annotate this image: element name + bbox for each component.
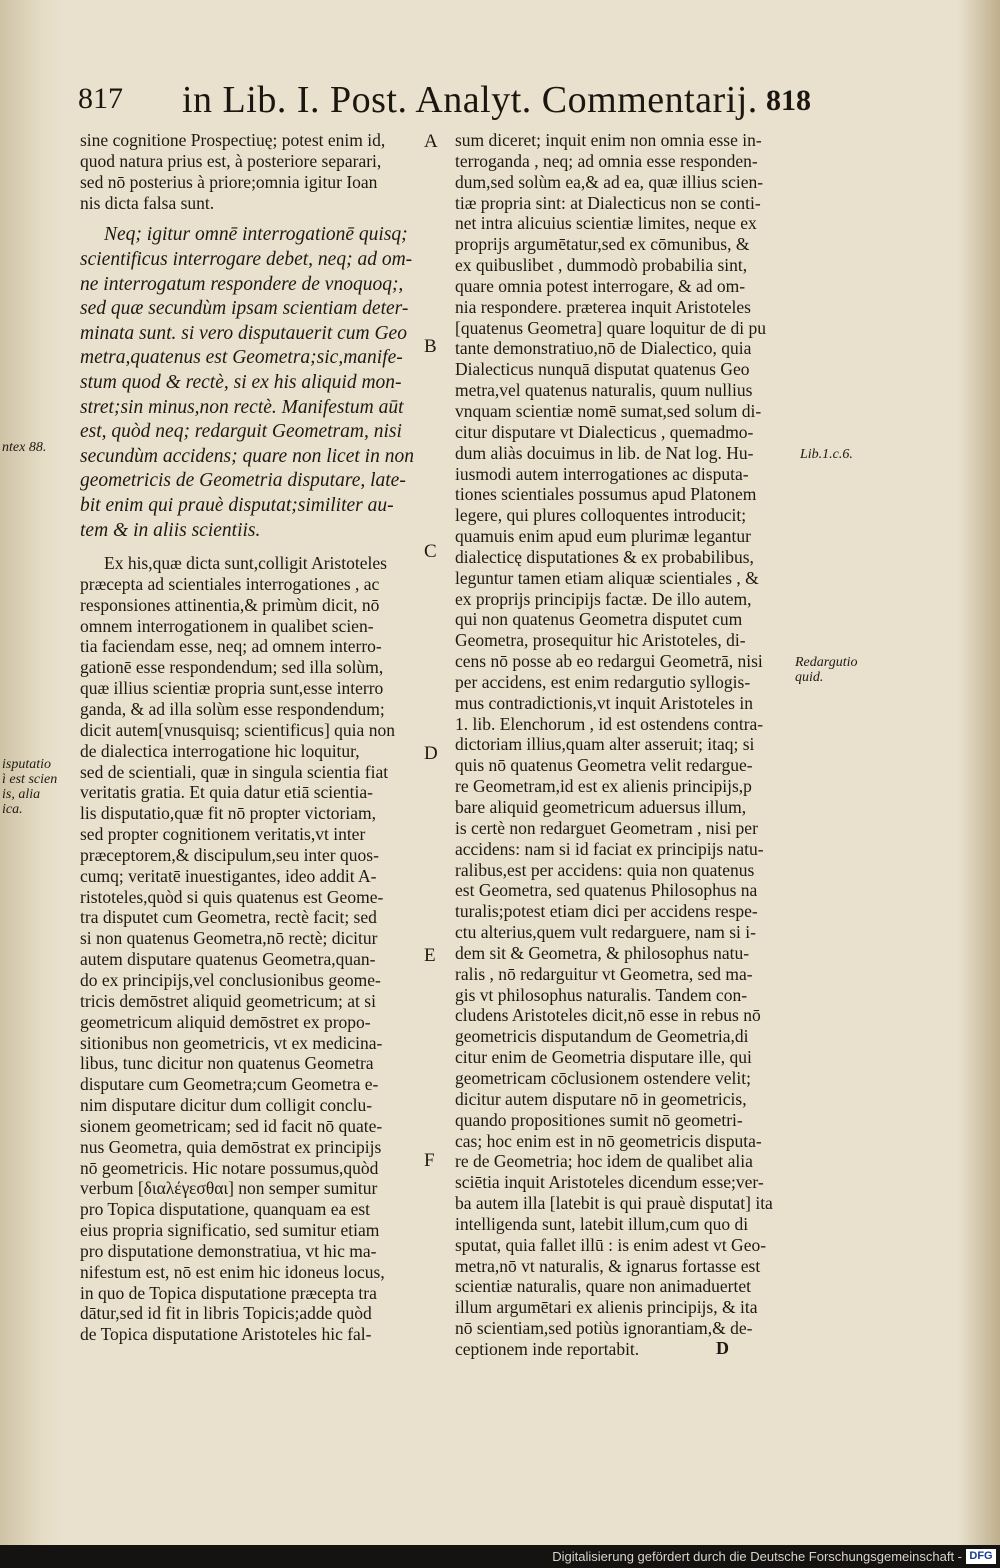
text-line: cludens Aristoteles dicit,nō esse in rebus nō: [455, 1005, 761, 1026]
section-letter-f: F: [424, 1150, 435, 1171]
text-line: is certè non redarguet Geometram , nisi per: [455, 817, 758, 838]
text-line: intelligenda sunt, latebit illum,cum quo di: [455, 1213, 749, 1234]
text-line: ralis , nō redarguitur vt Geometra, sed ma-: [455, 963, 753, 984]
text-line: omnem interrogationem in qualibet scien-: [80, 615, 374, 636]
text-line: minata sunt. si vero disputauerit cum Geo: [80, 322, 407, 344]
text-line: geometricis de Geometria disputare, late-: [80, 470, 406, 492]
text-line: do ex principijs,vel conclusionibus geome-: [80, 969, 381, 990]
text-line: dicit autem[vnusquisq; scientificus] quia non: [80, 719, 395, 740]
text-line: est, quòd neq; redarguit Geometram, nisi: [80, 421, 402, 443]
margin-note-line: isputatio: [2, 757, 52, 772]
margin-note-line: is, alia: [2, 787, 41, 802]
text-line: tiæ propria sint: at Dialecticus non se conti-: [455, 192, 761, 213]
text-line: ba autem illa [latebit is qui prauè disputat] ita: [455, 1193, 773, 1214]
text-line: tricis demōstret aliquid geometricum; at si: [80, 990, 376, 1011]
text-line: ne interrogatum respondere de vnoquoq;,: [80, 273, 404, 295]
text-line: quæ illius scientiæ propria sunt,esse interro: [80, 678, 384, 699]
margin-note-line: ì est scien: [2, 772, 58, 787]
paragraph-gap: [80, 213, 425, 223]
margin-note-left-1: ntex 88.: [2, 440, 47, 455]
text-line: cas; hoc enim est in nō geometricis disputa-: [455, 1130, 762, 1151]
text-line: sed quæ secundùm ipsam scientiam deter-: [80, 298, 409, 320]
text-line: secundùm accidens; quare non licet in non: [80, 445, 414, 467]
text-line: stret;sin minus,non rectè. Manifestum aūt: [80, 396, 404, 418]
text-line: ex quibuslibet , dummodò probabilia sint,: [455, 255, 748, 276]
funding-credit: Digitalisierung gefördert durch die Deutsche Forschungsgemeinschaft -: [552, 1549, 962, 1564]
text-line: mus contradictionis,vt inquit Aristoteles in: [455, 692, 753, 713]
text-line: verbum [διαλέγεσθαι] non semper sumitur: [80, 1178, 378, 1199]
text-line: proprijs argumētatur,sed ex cōmunibus, &: [455, 234, 750, 255]
text-line: ex proprijs principijs factæ. De illo autem,: [455, 588, 752, 609]
text-line: [quatenus Geometra] quare loquitur de di pu: [455, 317, 767, 338]
text-line: geometricum aliquid demōstret ex propo-: [80, 1011, 371, 1032]
margin-note-line: quid.: [795, 670, 824, 685]
running-title: in Lib. I. Post. Analyt. Commentarij.: [182, 79, 758, 121]
text-line: sputat, quia fallet illū : is enim adest vt Geo-: [455, 1234, 767, 1255]
text-line: nō scientiam,sed potiùs ignorantiam,& de-: [455, 1318, 753, 1339]
text-line: ristoteles,quòd si quis quatenus est Geome-: [80, 886, 384, 907]
text-line: tia faciendam esse, neq; ad omnem interro-: [80, 636, 382, 657]
text-line: leguntur tamen etiam aliquæ scientiales , &: [455, 567, 759, 588]
text-line: scientiæ naturalis, quare non animaduertet: [455, 1276, 751, 1297]
text-line: turalis;potest etiam dici per accidens respe-: [455, 901, 758, 922]
text-line: responsiones attinentia,& primùm dicit, nō: [80, 594, 380, 615]
text-line: terroganda , neq; ad omnia esse responden-: [455, 150, 758, 171]
margin-note-line: ica.: [2, 802, 23, 817]
text-line: quando propositiones sumit nō geometri-: [455, 1109, 743, 1130]
text-line: citur disputare vt Dialecticus , quemadmo-: [455, 421, 754, 442]
text-line: si non quatenus Geometra,nō rectè; dicitur: [80, 928, 378, 949]
text-line: sed propter cognitionem veritatis,vt inter: [80, 824, 366, 845]
text-line: legere, qui plures colloquentes introducit;: [455, 505, 747, 526]
text-line: gationē esse respondendum; sed illa solùm,: [80, 657, 384, 678]
text-line: nō geometricis. Hic notare possumus,quòd: [80, 1157, 379, 1178]
text-line: tra disputet cum Geometra, rectè facit; sed: [80, 907, 377, 928]
paragraph-gap: [80, 543, 425, 553]
text-line: per accidens, est enim redargutio syllogis-: [455, 671, 751, 692]
text-line: cens nō posse ab eo redargui Geometrā, nisi: [455, 651, 763, 672]
text-line: scientificus interrogare debet, neq; ad om-: [80, 248, 413, 270]
section-letter-a: A: [424, 131, 438, 152]
text-line: quod natura prius est, à posteriore separari,: [80, 150, 382, 171]
text-line: net intra alicuius scientiæ limites, neque ex: [455, 213, 757, 234]
text-line: dātur,sed id fit in libris Topicis;adde quòd: [80, 1303, 372, 1324]
text-line: iusmodi autem interrogationes ac disputa-: [455, 463, 749, 484]
text-line: autem disputare quatenus Geometra,quan-: [80, 949, 376, 970]
catchword: D: [716, 1338, 729, 1358]
text-line: ceptionem inde reportabit.: [455, 1338, 640, 1359]
text-line: sum diceret; inquit enim non omnia esse in-: [455, 130, 762, 150]
text-line: lis disputatio,quæ fit nō propter victoriam,: [80, 803, 377, 824]
text-line: cumq; veritatē inuestigantes, ideo addit A-: [80, 865, 377, 886]
text-line: tem & in aliis scientiis.: [80, 519, 261, 541]
section-letter-c: C: [424, 541, 437, 562]
text-line: Dialecticus nunquā disputat quatenus Geo: [455, 359, 750, 380]
text-line: nifestum est, nō est enim hic idoneus locus,: [80, 1261, 385, 1282]
text-line: dictoriam illius,quam alter asseruit; itaq; si: [455, 734, 755, 755]
text-line: sed nō posterius à priore;omnia igitur Ioan: [80, 171, 378, 192]
text-line: citur enim de Geometria disputare ille, qui: [455, 1047, 752, 1068]
text-line: dum aliàs docuimus in lib. de Nat log. Hu-: [455, 442, 754, 463]
running-head: [70, 78, 830, 128]
text-line: metra,quatenus est Geometra;sic,manife-: [80, 347, 403, 369]
section-letter-d: D: [424, 743, 438, 764]
text-line: præcepta ad scientiales interrogationes , ac: [80, 573, 380, 594]
right-page-number: 818: [766, 84, 811, 117]
margin-note-right-2: [795, 655, 857, 685]
text-line: stum quod & rectè, si ex his aliquid mon-: [80, 371, 402, 393]
text-line: pro disputatione demonstratiua, vt hic ma-: [80, 1240, 377, 1261]
text-line: præceptorem,& discipulum,seu inter quos-: [80, 844, 379, 865]
footer-bar: [0, 1545, 1000, 1568]
text-line: Geometra, prosequitur hic Aristoteles, di-: [455, 630, 746, 651]
text-line: in quo de Topica disputatione præcepta tra: [80, 1282, 377, 1303]
text-line: nus Geometra, quia demōstrat ex principijs: [80, 1136, 382, 1157]
text-line: sed de scientiali, quæ in singula scientia fiat: [80, 761, 389, 782]
text-line: dicitur autem disputare nō in geometricis,: [455, 1088, 747, 1109]
text-line: geometricis disputandum de Geometria,di: [455, 1026, 749, 1047]
dfg-logo: DFG: [966, 1549, 996, 1564]
margin-note-line: Redargutio: [795, 655, 858, 670]
text-line: bare aliquid geometricum aduersus illum,: [455, 797, 747, 817]
text-line: vnquam scientiæ nomē sumat,sed solum di-: [455, 400, 762, 421]
text-line: quis nō quatenus Geometra velit redargue-: [455, 755, 753, 776]
text-line: nia respondere. præterea inquit Aristoteles: [455, 296, 751, 317]
text-line: accidens: nam si id faciat ex principijs natu-: [455, 838, 764, 859]
text-line: est Geometra, sed quatenus Philosophus na: [455, 880, 758, 901]
text-line: bit enim qui prauè disputat;similiter au-: [80, 494, 394, 516]
text-line: quamuis enim apud eum plurimæ legantur: [455, 526, 751, 547]
text-line: re Geometram,id est ex alienis principijs,p: [455, 776, 752, 797]
text-line: Ex his,quæ dicta sunt,colligit Aristoteles: [104, 553, 387, 574]
text-line: ralibus,est per accidens: quia non quatenus: [455, 859, 755, 880]
text-line: dialecticę disputationes & ex probabilibus,: [455, 546, 754, 567]
text-line: re de Geometria; hoc idem de qualibet alia: [455, 1151, 753, 1172]
text-line: qui non quatenus Geometra disputet cum: [455, 609, 743, 630]
section-letter-b: B: [424, 336, 437, 357]
text-line: illum argumētari ex alienis principijs, & ita: [455, 1297, 758, 1318]
text-line: disputare cum Geometra;cum Geometra e-: [80, 1074, 379, 1095]
text-line: 1. lib. Elenchorum , id est ostendens contra-: [455, 713, 764, 734]
text-line: tiones scientiales possumus apud Platonem: [455, 484, 757, 505]
text-line: quare omnia potest interrogare, & ad om-: [455, 275, 746, 296]
text-line: sitionibus non geometricis, vt ex medicina-: [80, 1032, 383, 1053]
section-letter-e: E: [424, 945, 436, 966]
text-line: de dialectica interrogatione hic loquitur,: [80, 740, 360, 761]
text-line: eius propria significatio, sed sumitur etiam: [80, 1220, 380, 1241]
text-line: dem sit & Geometra, & philosophus natu-: [455, 942, 750, 963]
text-line: metra,vel quatenus naturalis, quum nullius: [455, 380, 753, 401]
text-line: sine cognitione Prospectiuę; potest enim id,: [80, 130, 386, 150]
margin-note-left-2: [2, 757, 57, 817]
left-text-column: [80, 130, 425, 1345]
text-line: Neq; igitur omnē interrogationē quisq;: [104, 224, 408, 246]
text-line: nis dicta falsa sunt.: [80, 192, 215, 213]
text-line: ctu alterius,quem vult redarguere, nam si i-: [455, 922, 756, 943]
text-line: de Topica disputatione Aristoteles hic fal-: [80, 1324, 372, 1345]
text-line: tante demonstratiuo,nō de Dialectico, quia: [455, 338, 752, 359]
text-line: pro Topica disputatione, quanquam ea est: [80, 1199, 371, 1220]
text-line: gis vt philosophus naturalis. Tandem con-: [455, 984, 748, 1005]
text-line: nim disputare dicitur dum colligit conclu-: [80, 1095, 373, 1116]
text-line: sionem geometricam; sed id facit nō quate-: [80, 1115, 383, 1136]
text-line: veritatis gratia. Et quia datur etiā scientia-: [80, 782, 374, 803]
text-line: libus, tunc dicitur non quatenus Geometra: [80, 1053, 374, 1074]
text-line: sciētia inquit Aristoteles dicendum esse;ver-: [455, 1172, 764, 1193]
left-page-number: 817: [78, 82, 123, 115]
margin-note-right-1: Lib.1.c.6.: [800, 447, 853, 462]
text-line: metra,nō vt naturalis, & ignarus fortasse est: [455, 1255, 761, 1276]
right-text-column: [455, 130, 795, 1360]
text-line: geometricam cōclusionem ostendere velit;: [455, 1067, 751, 1088]
text-line: dum,sed solùm ea,& ad ea, quæ illius scien-: [455, 171, 764, 192]
page-edge-shadow: [958, 0, 1000, 1545]
text-line: ganda, & ad illa solùm esse respondendum;: [80, 699, 385, 719]
